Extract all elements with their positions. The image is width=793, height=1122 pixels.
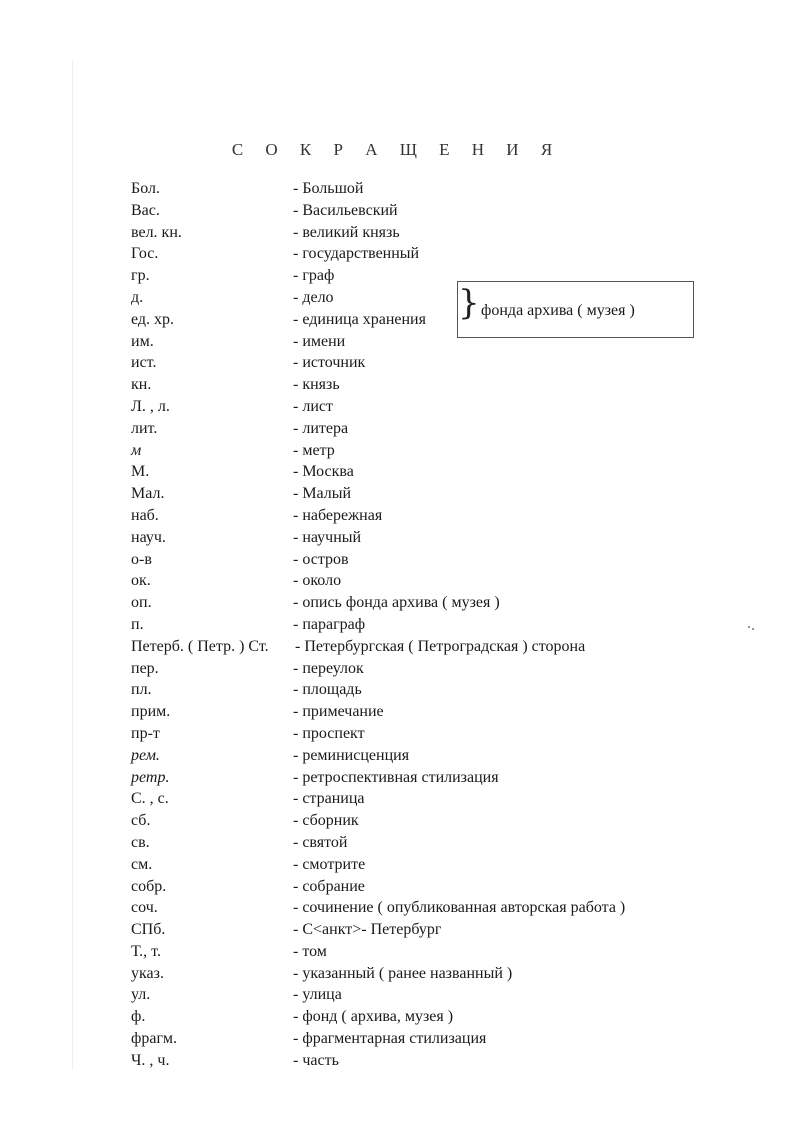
abbreviation-meaning: - лист (293, 397, 333, 415)
abbreviation-row (131, 919, 771, 941)
abbreviation-term: указ. (131, 964, 164, 982)
abbreviation-meaning: - площадь (293, 681, 362, 699)
abbreviation-row (131, 679, 771, 701)
abbreviation-term: Мал. (131, 485, 165, 503)
abbreviation-row (131, 549, 771, 571)
abbreviation-term: Гос. (131, 245, 159, 263)
abbreviation-row (131, 222, 771, 244)
abbreviation-meaning: - реминисценция (293, 746, 410, 764)
abbreviation-term: оп. (131, 594, 152, 612)
abbreviation-meaning: - сборник (293, 812, 359, 830)
abbreviation-meaning: - святой (293, 833, 348, 851)
abbreviation-meaning: - Большой (293, 180, 364, 197)
abbreviation-meaning: - научный (293, 528, 362, 546)
abbreviation-term: ф. (131, 1008, 146, 1026)
abbreviation-row (131, 483, 771, 505)
abbreviation-row (131, 461, 771, 483)
abbreviation-term: наб. (131, 506, 159, 524)
abbreviation-meaning: - С<анкт>- Петербург (293, 921, 442, 939)
abbreviation-term: о-в (131, 550, 152, 568)
abbreviation-row (131, 658, 771, 680)
abbreviation-row (131, 963, 771, 985)
abbreviation-meaning: - улица (293, 986, 342, 1004)
abbreviation-row (131, 527, 771, 549)
abbreviation-term: С. , с. (131, 790, 169, 808)
abbreviation-term: Бол. (131, 180, 160, 197)
abbreviation-term: ок. (131, 572, 151, 590)
abbreviation-row (131, 701, 771, 723)
abbreviation-row (131, 396, 771, 418)
abbreviation-row (131, 505, 771, 527)
abbreviation-meaning: - около (293, 572, 342, 590)
page-title: С О К Р А Щ Е Н И Я (231, 140, 562, 159)
abbreviation-row (131, 876, 771, 898)
abbreviation-term: м (131, 441, 142, 459)
abbreviation-term: М. (131, 463, 150, 481)
abbreviation-term: Л. , л. (131, 397, 170, 415)
abbreviation-meaning: - граф (293, 267, 335, 285)
abbreviation-meaning: - параграф (293, 615, 366, 633)
abbreviation-row (131, 854, 771, 876)
abbreviation-term: Ч. , ч. (131, 1051, 170, 1069)
abbreviation-term: прим. (131, 703, 171, 721)
abbreviation-term: пр-т (131, 724, 160, 742)
abbreviation-term: кн. (131, 376, 152, 394)
abbreviation-row (131, 352, 771, 374)
abbreviation-meaning: - единица хранения (293, 310, 426, 328)
abbreviation-term: соч. (131, 899, 158, 917)
abbreviation-row (131, 1006, 771, 1028)
abbreviation-term: науч. (131, 528, 166, 546)
abbreviation-term: св. (131, 833, 150, 851)
curly-brace-icon: } (458, 283, 480, 323)
abbreviation-meaning: - фрагментарная стилизация (293, 1030, 487, 1048)
abbreviation-term: ист. (131, 354, 157, 372)
abbreviation-row (131, 1050, 771, 1072)
abbreviation-meaning: - остров (293, 550, 349, 568)
abbreviation-term: вел. кн. (131, 223, 182, 241)
abbreviation-row (131, 941, 771, 963)
abbreviation-row (131, 374, 771, 396)
abbreviation-term: сб. (131, 812, 151, 830)
abbreviation-term: пер. (131, 659, 159, 677)
abbreviation-row (131, 592, 771, 614)
abbreviation-meaning: - имени (293, 332, 346, 350)
abbreviation-row (131, 418, 771, 440)
abbreviation-meaning: - метр (293, 441, 335, 459)
abbreviation-term: д. (131, 288, 144, 306)
abbreviation-term: фрагм. (131, 1030, 177, 1048)
abbreviation-term: Т., т. (131, 942, 161, 960)
abbreviation-row (131, 636, 771, 658)
abbreviation-term: гр. (131, 267, 150, 285)
abbreviation-row (131, 745, 771, 767)
abbreviation-meaning: - собрание (293, 877, 365, 895)
abbreviation-meaning: - сочинение ( опубликованная авторская работа ) (293, 899, 626, 917)
abbreviation-meaning: - переулок (293, 659, 364, 677)
abbreviation-row (131, 897, 771, 919)
abbreviation-meaning: - часть (293, 1051, 339, 1069)
abbreviation-meaning: - дело (293, 288, 334, 306)
abbreviation-row (131, 984, 771, 1006)
abbreviation-meaning: - набережная (293, 506, 383, 524)
abbreviation-row (131, 767, 771, 789)
abbreviation-row (131, 832, 771, 854)
bracket-note-text: фонда архива ( музея ) (481, 302, 635, 319)
abbreviation-term: см. (131, 855, 153, 873)
abbreviation-meaning: - проспект (293, 724, 365, 742)
abbreviation-term: лит. (131, 419, 158, 437)
abbreviation-term: ретр. (131, 768, 170, 786)
abbreviation-row (131, 440, 771, 462)
abbreviation-row (131, 723, 771, 745)
scan-speck (752, 628, 754, 630)
abbreviation-meaning: - Петербургская ( Петроградская ) сторона (295, 637, 586, 655)
abbreviation-term: рем. (131, 746, 160, 764)
abbreviation-term: п. (131, 615, 144, 633)
abbreviation-term: ул. (131, 986, 151, 1004)
abbreviation-row (131, 788, 771, 810)
abbreviation-meaning: - примечание (293, 703, 384, 721)
abbreviation-meaning: - смотрите (293, 855, 366, 873)
abbreviation-row (131, 614, 771, 636)
abbreviation-meaning: - том (293, 942, 327, 960)
abbreviation-row (131, 1028, 771, 1050)
abbreviation-meaning: - указанный ( ранее названный ) (293, 964, 513, 982)
abbreviation-term: Вас. (131, 201, 160, 219)
abbreviation-meaning: - князь (293, 376, 340, 394)
abbreviation-meaning: - государственный (293, 245, 420, 263)
abbreviation-meaning: - опись фонда архива ( музея ) (293, 594, 500, 612)
scan-speck (748, 626, 750, 628)
abbreviation-term: Петерб. ( Петр. ) Ст. (131, 637, 269, 655)
abbreviation-row (131, 243, 771, 265)
abbreviation-meaning: - страница (293, 790, 365, 808)
abbreviation-meaning: - великий князь (293, 223, 400, 241)
abbreviation-term: ед. хр. (131, 310, 175, 328)
abbreviation-row (131, 810, 771, 832)
abbreviation-meaning: - Малый (293, 485, 352, 503)
abbreviation-row (131, 178, 771, 200)
abbreviation-meaning: - фонд ( архива, музея ) (293, 1008, 454, 1026)
abbreviation-term: собр. (131, 877, 167, 895)
abbreviation-term: им. (131, 332, 154, 350)
abbreviation-meaning: - источник (293, 354, 366, 372)
abbreviation-meaning: - ретроспективная стилизация (293, 768, 499, 786)
abbreviation-row (131, 570, 771, 592)
abbreviation-meaning: - Васильевский (293, 201, 398, 219)
abbreviation-term: пл. (131, 681, 152, 699)
abbreviation-meaning: - Москва (293, 463, 354, 481)
scan-edge-line (72, 60, 73, 1070)
abbreviation-meaning: - литера (293, 419, 349, 437)
abbreviation-row (131, 200, 771, 222)
abbreviation-term: СПб. (131, 921, 166, 939)
